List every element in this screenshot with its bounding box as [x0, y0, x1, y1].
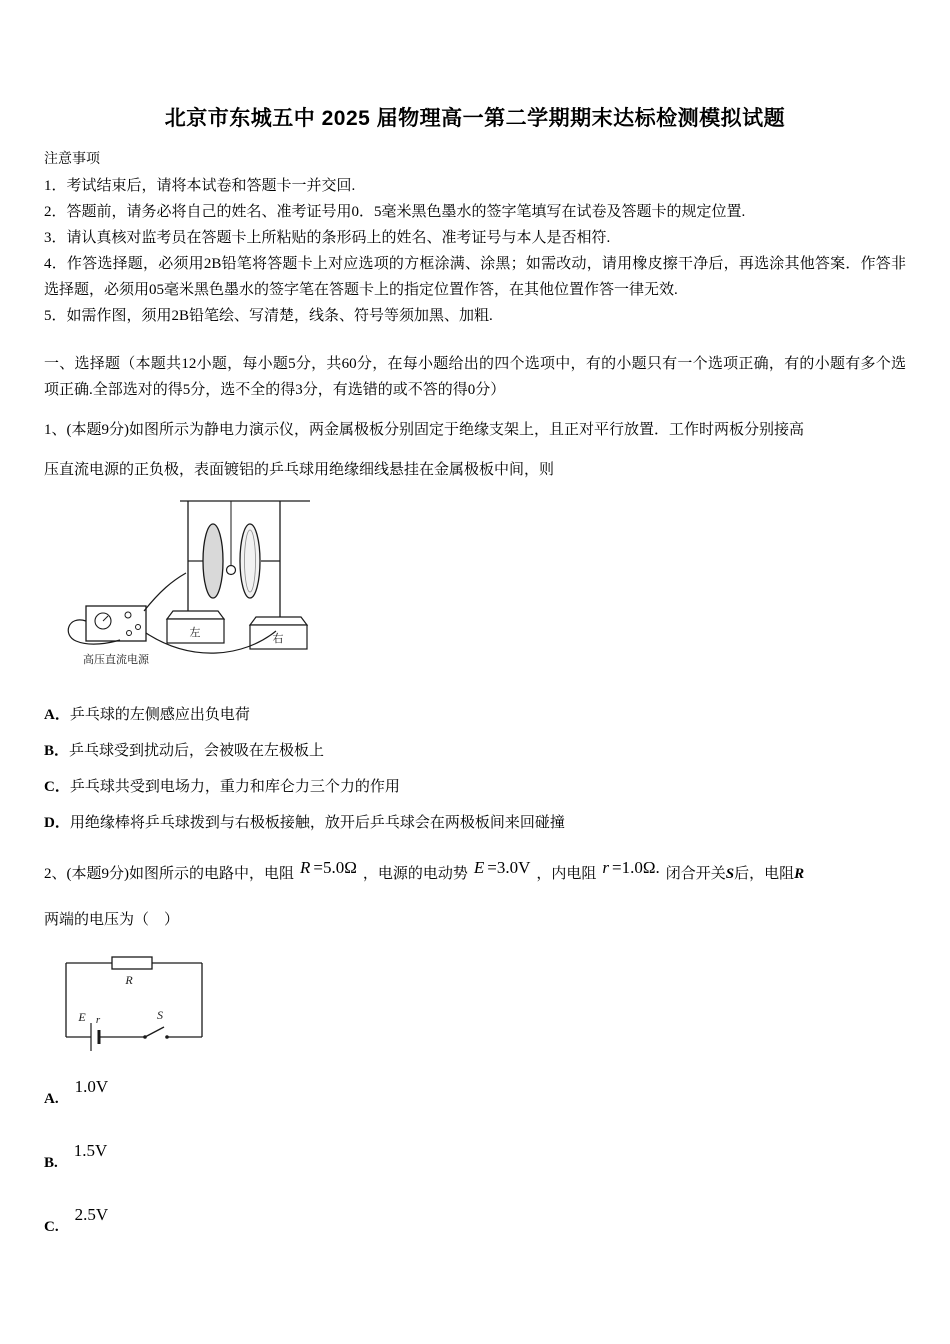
question-2-stem-line-2: 两端的电压为（ ）	[44, 912, 180, 928]
q2-math-emf	[474, 858, 531, 877]
q1-option-a	[44, 705, 906, 726]
q2-stem-prefix: 2、(本题9分)如图所示的电路中，电阻	[44, 866, 294, 882]
wire-to-left-stand	[144, 573, 186, 611]
power-supply-label: 高压直流电源	[83, 654, 149, 666]
circuit-emf-label: E	[78, 1010, 86, 1024]
left-base-label: 左	[189, 627, 201, 639]
q1-option-d-letter: D．	[44, 815, 70, 831]
notice-item-2: 2．答题前，请务必将自己的姓名、准考证号用0．5毫米黑色墨水的签字笔填写在试卷及答题卡的规定位置.	[44, 204, 746, 220]
q2-option-c-letter: C.	[44, 1219, 59, 1235]
q1-option-b-text: 乒乓球受到扰动后，会被吸在左极板上	[69, 743, 325, 759]
q2-val-r: =1.0Ω.	[612, 858, 660, 877]
q1-option-b	[44, 741, 906, 762]
q2-var-r: r	[602, 858, 610, 877]
notice-heading: 注意事项	[44, 152, 100, 167]
q2-option-c	[44, 1205, 906, 1250]
notice-item-3: 3．请认真核对监考员在答题卡上所粘贴的条形码上的姓名、准考证号与本人是否相符.	[44, 230, 611, 246]
ping-pong-ball	[227, 566, 236, 575]
notice-item-4: 4．作答选择题，必须用2B铅笔将答题卡上对应选项的方框涂满、涂黑；如需改动，请用橡皮擦干净后，再选涂其他答案．作答非选择题，必须用05毫米黑色墨水的签字笔在答题卡上的指定位置作答，在其他位置作答一律无效.	[44, 256, 906, 298]
q2-switch-symbol: S	[725, 866, 735, 882]
electrostatic-apparatus-figure	[58, 493, 906, 690]
circuit-diagram-figure	[54, 949, 906, 1058]
q2-resistor-symbol: R	[794, 866, 805, 882]
q1-option-c-text: 乒乓球共受到电场力，重力和库仑力三个力的作用	[69, 779, 400, 795]
electrostatic-apparatus-drawing	[58, 493, 358, 685]
q2-stem-seg1: ，电源的电动势	[362, 866, 468, 882]
q1-option-d-text: 用绝缘棒将乒乓球拨到与右极板接触，放开后乒乓球会在两极板间来回碰撞	[69, 815, 565, 831]
q2-option-a-value: 1.0V	[74, 1077, 109, 1096]
circuit-internal-resistance-label: r	[95, 1014, 101, 1026]
q2-val-E: =3.0V	[487, 858, 531, 877]
section-1-heading: 一、选择题（本题共12小题，每小题5分，共60分，在每小题给出的四个选项中，有的小题只有一个选项正确，有的小题有多个选项正确.全部选对的得5分，选不全的得3分，有选错的或不答的得0分）	[44, 356, 906, 398]
q1-option-c-letter: C．	[44, 779, 70, 795]
right-plate	[240, 524, 260, 598]
q2-option-c-value: 2.5V	[74, 1205, 109, 1224]
q1-option-d	[44, 813, 906, 834]
q2-option-a	[44, 1077, 906, 1122]
q2-math-resistance	[300, 858, 357, 877]
q1-option-b-letter: B．	[44, 743, 70, 759]
question-1	[44, 417, 906, 834]
q2-option-b	[44, 1141, 906, 1186]
q2-math-internal-resistance	[602, 858, 659, 877]
right-base-top	[250, 617, 307, 625]
notice-item-5: 5．如需作图，须用2B铅笔绘、写清楚，线条、符号等须加黑、加粗.	[44, 308, 493, 324]
question-2	[44, 858, 906, 1250]
q2-option-b-letter: B.	[44, 1155, 58, 1171]
q1-option-c	[44, 777, 906, 798]
left-plate	[203, 524, 223, 598]
right-base-label: 右	[272, 633, 284, 645]
q2-val-R: =5.0Ω	[313, 858, 357, 877]
q2-stem-seg3: 闭合开关	[665, 866, 726, 882]
q2-option-a-letter: A.	[44, 1091, 59, 1107]
notice-item-1: 1．考试结束后，请将本试卷和答题卡一并交回.	[44, 178, 356, 194]
resistor-symbol	[112, 957, 152, 969]
left-base-top	[167, 611, 224, 619]
q2-option-b-value: 1.5V	[73, 1141, 108, 1160]
circuit-diagram-drawing	[54, 949, 214, 1053]
q2-stem-seg2: ，内电阻	[536, 866, 597, 882]
q1-option-a-letter: A．	[44, 707, 70, 723]
question-1-stem-line-2: 压直流电源的正负极，表面镀铝的乒乓球用绝缘细线悬挂在金属极板中间，则	[44, 462, 555, 478]
page-title: 北京市东城五中 2025 届物理高一第二学期期末达标检测模拟试题	[164, 107, 786, 130]
q2-stem-seg4: 后，电阻	[734, 866, 795, 882]
notice-section	[44, 148, 906, 329]
question-2-stem	[44, 858, 906, 889]
q1-option-a-text: 乒乓球的左侧感应出负电荷	[69, 707, 250, 723]
q2-var-R: R	[300, 858, 311, 877]
switch-blade	[145, 1027, 164, 1037]
circuit-resistor-label: R	[125, 973, 133, 987]
question-1-stem-line-1: 1、(本题9分)如图所示为静电力演示仪，两金属极板分别固定于绝缘支架上，且正对平行放置．工作时两板分别接高	[44, 422, 804, 438]
circuit-switch-label: S	[157, 1008, 163, 1022]
q2-var-E: E	[473, 858, 485, 877]
